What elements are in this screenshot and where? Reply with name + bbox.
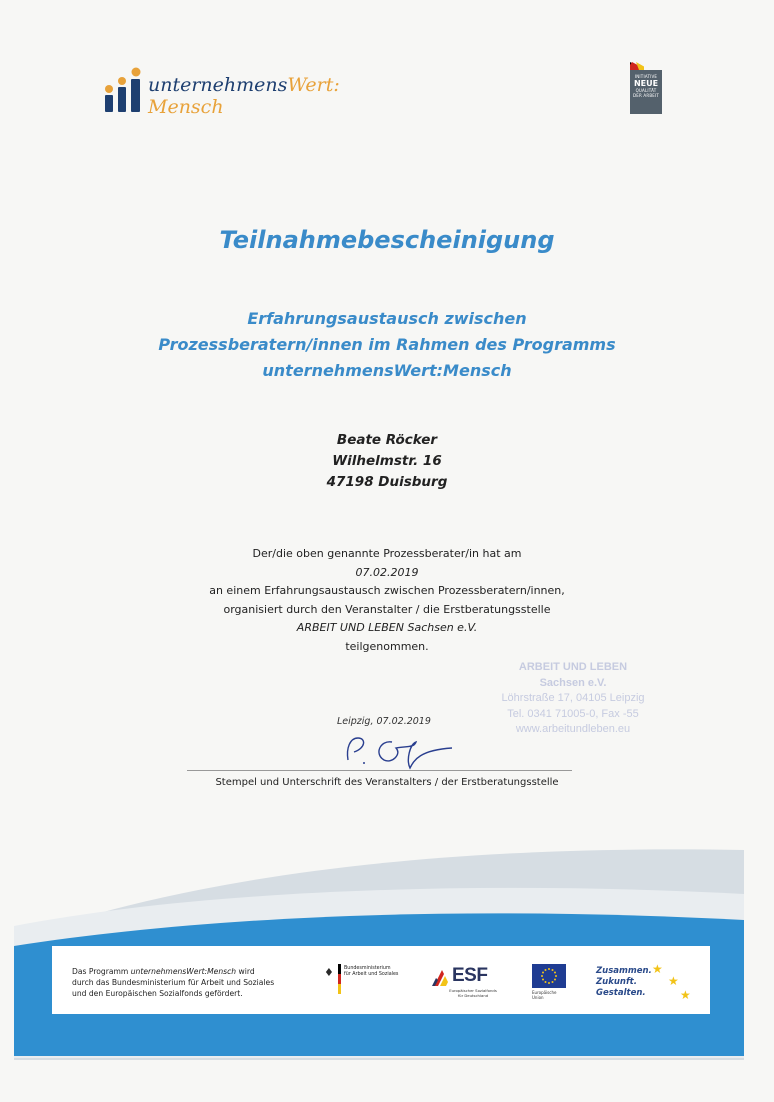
logo-word-wert: Wert: [287,74,340,96]
body-line: an einem Erfahrungsaustausch zwischen Prozessberatern/innen, [209,584,565,597]
slogan-text [596,966,652,999]
german-flag-icon [630,62,644,70]
federal-eagle-icon: ♦ [324,966,334,979]
bmas-text [344,966,398,978]
signature-caption: Stempel und Unterschrift des Veranstalters / der Erstberatungsstelle [215,777,559,788]
handwritten-signature [340,730,460,774]
funding-text-line: und den Europäischen Sozialfonds gefördert. [72,989,243,998]
funding-text-part: Das Programm [72,967,131,976]
slogan-line: Zusammen. [596,966,652,976]
body-line: Der/die oben genannte Prozessberater/in hat am [252,547,522,560]
unternehmenswert-mensch-logo [102,64,362,124]
funding-box [52,946,710,1014]
funding-text-program: unternehmensWert:Mensch [130,967,237,976]
logo-word-unternehmens: unternehmens [148,74,288,96]
esf-subtitle [438,989,508,998]
funding-text [72,966,302,999]
place-date: Leipzig, 07.02.2019 [337,716,431,727]
participant-city: 47198 Duisburg [326,474,448,490]
stamp-line: Tel. 0341 71005-0, Fax -55 [507,707,639,720]
inqa-line4: DER ARBEIT [632,93,660,98]
document-subtitle [0,306,774,384]
slogan-line: Zukunft. [596,977,637,987]
german-flag-bar-icon [338,964,341,994]
stamp-line: Löhrstraße 17, 04105 Leipzig [501,692,645,704]
document-title: Teilnahmebescheinigung [219,226,555,254]
participant-name: Beate Röcker [336,432,438,448]
eu-text [532,990,572,1000]
logo-bars-icon [102,64,148,114]
bmas-logo [324,964,414,998]
inqa-line3: QUALITÄT [635,88,657,93]
stamp-line: Sachsen e.V. [539,676,607,689]
subtitle-line: unternehmensWert:Mensch [262,361,512,380]
esf-mark-icon [432,968,452,986]
participant-address [0,430,774,493]
funding-text-part: wird [236,967,255,976]
certificate-body [0,545,774,656]
inqa-line2: NEUE [633,79,659,88]
eu-line: Union [532,995,544,1000]
participant-street: Wilhelmstr. 16 [332,453,442,469]
inqa-badge [630,62,662,114]
body-line: organisiert durch den Veranstalter / die Erstberatungsstelle [223,602,551,616]
esf-word: ESF [452,965,488,986]
body-line: teilgenommen. [345,639,429,653]
logo-word-mensch: Mensch [148,96,224,118]
star-icon: ★ [652,962,663,976]
organizer-name: ARBEIT UND LEBEN Sachsen e.V. [296,621,478,634]
eu-line: Europäische [532,990,557,995]
signature-line [187,770,572,771]
logo-wordmark [148,74,340,96]
subtitle-line: Prozessberatern/innen im Rahmen des Programms [158,335,616,354]
esf-sub-line: für Deutschland [457,992,489,998]
organizer-stamp [478,660,668,738]
funding-text-line: durch das Bundesministerium für Arbeit und Soziales [72,978,275,987]
inqa-text-box [630,70,662,114]
eu-flag-icon [532,964,566,988]
eu-logo [532,964,568,1004]
bmas-line: Bundesministerium [344,966,391,971]
star-icon: ★ [680,988,691,1002]
esf-logo [432,964,512,998]
star-icon: ★ [668,974,679,988]
bmas-line: für Arbeit und Soziales [344,972,399,977]
esf-sub-line: Europäischer Sozialfonds [449,988,497,993]
zusammen-zukunft-gestalten-logo [596,962,706,1008]
slogan-line: Gestalten. [596,988,646,998]
subtitle-line: Erfahrungsaustausch zwischen [247,309,527,328]
inqa-line1: INITIATIVE [634,74,658,79]
stamp-line: www.arbeitundleben.eu [515,723,631,735]
stamp-line: ARBEIT UND LEBEN [518,661,628,673]
event-date: 07.02.2019 [355,565,419,579]
